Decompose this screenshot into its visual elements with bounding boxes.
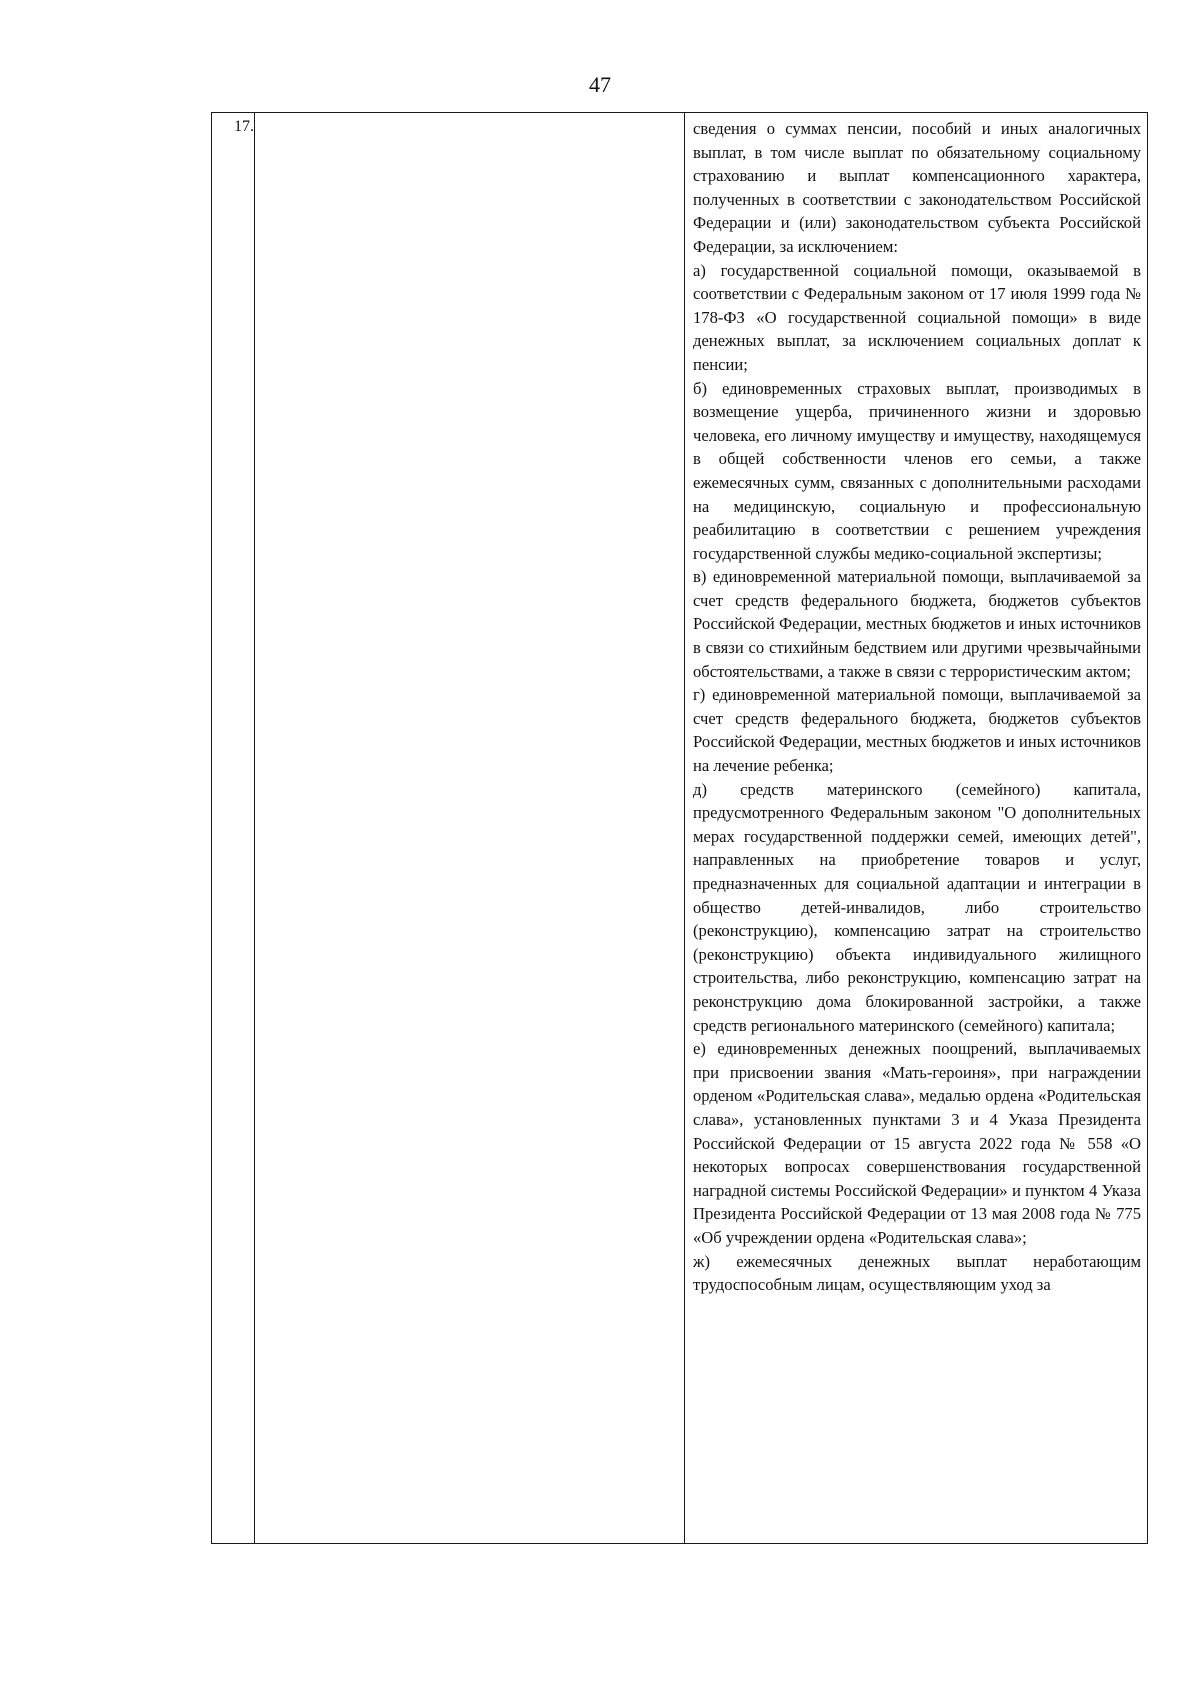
paragraph-v: в) единовременной материальной помощи, выплачиваемой за счет средств федерального бюджета, бюджетов субъектов Российской Федерации, местных бюджетов и иных источников в связи со стихийным бедствием или другими чрезвычайными обстоятельствами, а также в связи с террористическим актом;: [693, 567, 1141, 681]
document-table: [211, 112, 1148, 1544]
paragraph-g: г) единовременной материальной помощи, выплачиваемой за счет средств федерального бюджета, бюджетов субъектов Российской Федерации, местных бюджетов и иных источников на лечение ребенка;: [693, 685, 1141, 776]
column-divider: [684, 113, 685, 1543]
page-number: 47: [589, 72, 611, 97]
paragraph-zh: ж) ежемесячных денежных выплат неработающим трудоспособным лицам, осуществляющим уход за: [693, 1251, 1141, 1295]
row-number: 17.: [234, 118, 254, 135]
paragraph-d: д) средств материнского (семейного) капитала, предусмотренного Федеральным законом "О дополнительных мерах государственной поддержки семей, имеющих детей", направленных на приобретение товаров и услуг, предназначенных для социальной адаптации и интеграции в общество детей-инвалидов, либо строительство (реконструкцию), компенсацию затрат на строительство (реконструкцию) объекта индивидуального жилищного строительства, либо реконструкцию, компенсацию затрат на реконструкцию дома блокированной застройки, а также средств регионального материнского (семейного) капитала;: [693, 779, 1141, 1035]
paragraph-a: а) государственной социальной помощи, оказываемой в соответствии с Федеральным законом от 17 июля 1999 года № 178-ФЗ «О государственной социальной помощи» в виде денежных выплат, за исключением социальных доплат к пенсии;: [693, 260, 1141, 374]
paragraph-intro: сведения о суммах пенсии, пособий и иных аналогичных выплат, в том числе выплат по обязательному социальному страхованию и выплат компенсационного характера, полученных в соответствии с законодательством Российской Федерации и (или) законодательством субъекта Российской Федерации, за исключением:: [693, 119, 1141, 256]
table-cell-text: [693, 117, 1141, 1297]
paragraph-e: е) единовременных денежных поощрений, выплачиваемых при присвоении звания «Мать-героиня», при награждении орденом «Родительская слава», медалью ордена «Родительская слава», установленных пунктами 3 и 4 Указа Президента Российской Федерации от 15 августа 2022 года № 558 «О некоторых вопросах совершенствования государственной наградной системы Российской Федерации» и пунктом 4 Указа Президента Российской Федерации от 13 мая 2008 года № 775 «Об учреждении ордена «Родительская слава»;: [693, 1039, 1141, 1247]
column-divider: [254, 113, 255, 1543]
paragraph-b: б) единовременных страховых выплат, производимых в возмещение ущерба, причиненного жизни и здоровью человека, его личному имуществу и имуществу, находящемуся в общей собственности членов его семьи, а также ежемесячных сумм, связанных с дополнительными расходами на медицинскую, социальную и профессиональную реабилитацию в соответствии с решением учреждения государственной службы медико-социальной экспертизы;: [693, 378, 1141, 563]
